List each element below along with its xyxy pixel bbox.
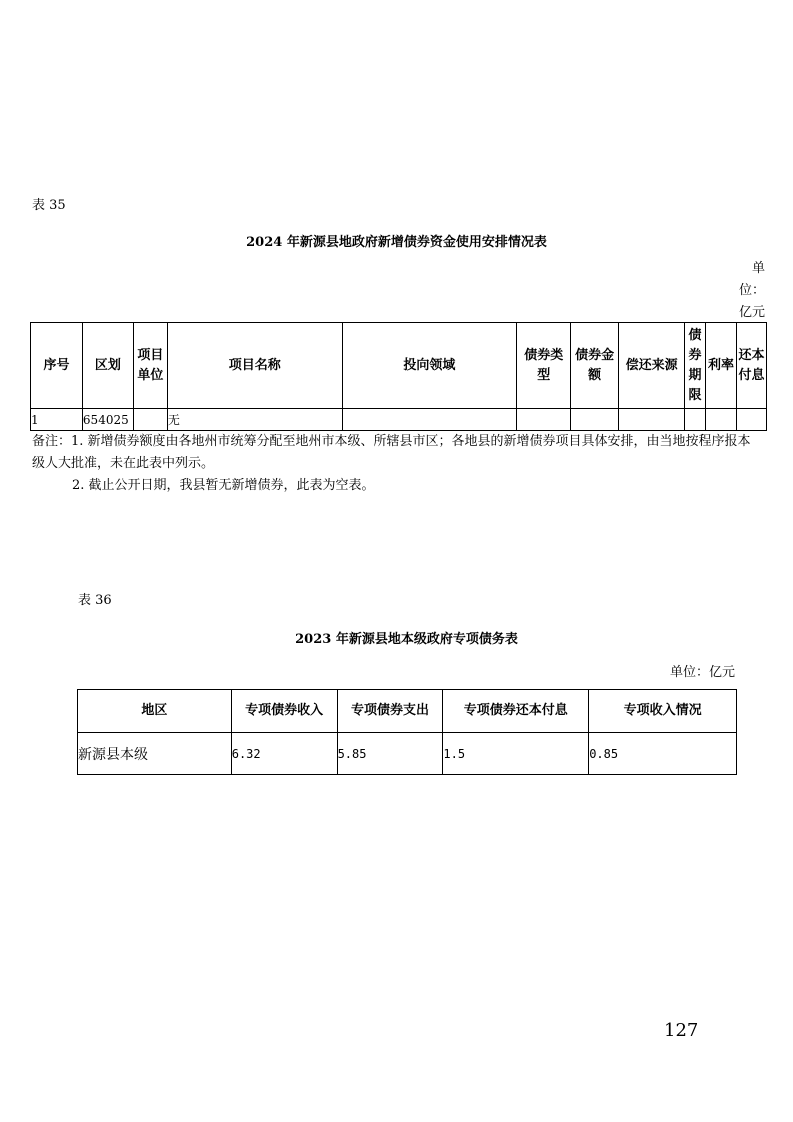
header-line: 项目	[137, 347, 164, 363]
table-cell	[342, 409, 517, 431]
table35-unit-line: 位：	[738, 283, 765, 298]
header-project-unit	[133, 323, 167, 409]
table36-number: 表 36	[78, 593, 112, 608]
table-row	[78, 733, 737, 775]
table-cell	[133, 409, 167, 431]
note-line: 级人大批准，未在此表中列示。	[32, 456, 215, 471]
header-line: 额	[588, 367, 602, 383]
header-rate: 利率	[706, 323, 737, 409]
table35-unit-line: 亿元	[738, 305, 765, 320]
table-cell	[619, 409, 685, 431]
header-repay-interest	[736, 323, 766, 409]
note-line: 备注：1. 新增债券额度由各地州市统筹分配至地州市本级、所辖县市区；各地县的新增债券项目具体安排，由当地按程序报本	[32, 434, 751, 449]
table35-notes	[32, 431, 772, 497]
table-cell	[685, 409, 706, 431]
header-expense: 专项债券支出	[337, 690, 443, 733]
table-cell: 1	[31, 409, 83, 431]
table-cell: 0.85	[589, 733, 737, 775]
header-repayment: 专项债券还本付息	[443, 690, 589, 733]
table-cell	[706, 409, 737, 431]
header-bond-amount	[571, 323, 619, 409]
header-income: 专项债券收入	[231, 690, 337, 733]
table-cell: 6.32	[231, 733, 337, 775]
header-line: 付息	[738, 367, 765, 383]
header-line: 债券金	[575, 347, 615, 363]
table35-number: 表 35	[32, 198, 66, 213]
header-repay-source: 偿还来源	[619, 323, 685, 409]
header-line: 债	[688, 327, 702, 343]
table-cell: 1.5	[443, 733, 589, 775]
header-field: 投向领域	[342, 323, 517, 409]
header-seq: 序号	[31, 323, 83, 409]
table36	[77, 689, 737, 775]
page-number: 127	[664, 1020, 699, 1041]
table35-unit-line: 单	[751, 261, 765, 276]
header-project-name: 项目名称	[167, 323, 342, 409]
table36-header-row	[78, 690, 737, 733]
table-cell	[517, 409, 571, 431]
table-cell: 无	[167, 409, 342, 431]
table35	[30, 322, 767, 431]
table35-title: 2024 年新源县地政府新增债券资金使用安排情况表	[246, 235, 547, 250]
table35-header-row	[31, 323, 767, 409]
header-line: 还本	[738, 347, 765, 363]
table-cell: 新源县本级	[78, 733, 232, 775]
table-row	[31, 409, 767, 431]
header-line: 单位	[137, 367, 164, 383]
table-cell	[736, 409, 766, 431]
note-line: 2. 截止公开日期，我县暂无新增债券，此表为空表。	[72, 478, 375, 493]
table-cell: 5.85	[337, 733, 443, 775]
header-area: 地区	[78, 690, 232, 733]
header-line: 券	[688, 347, 702, 363]
header-line: 限	[688, 387, 702, 403]
table35-unit	[705, 258, 765, 324]
table-cell	[571, 409, 619, 431]
table-cell: 654025	[82, 409, 133, 431]
header-region: 区划	[82, 323, 133, 409]
table36-unit: 单位：亿元	[669, 665, 735, 680]
table36-title: 2023 年新源县地本级政府专项债务表	[295, 632, 518, 647]
header-line: 期	[688, 367, 702, 383]
header-line: 型	[537, 367, 551, 383]
header-bond-type	[517, 323, 571, 409]
header-line: 债券类	[524, 347, 564, 363]
header-bond-term	[685, 323, 706, 409]
header-special-income: 专项收入情况	[589, 690, 737, 733]
